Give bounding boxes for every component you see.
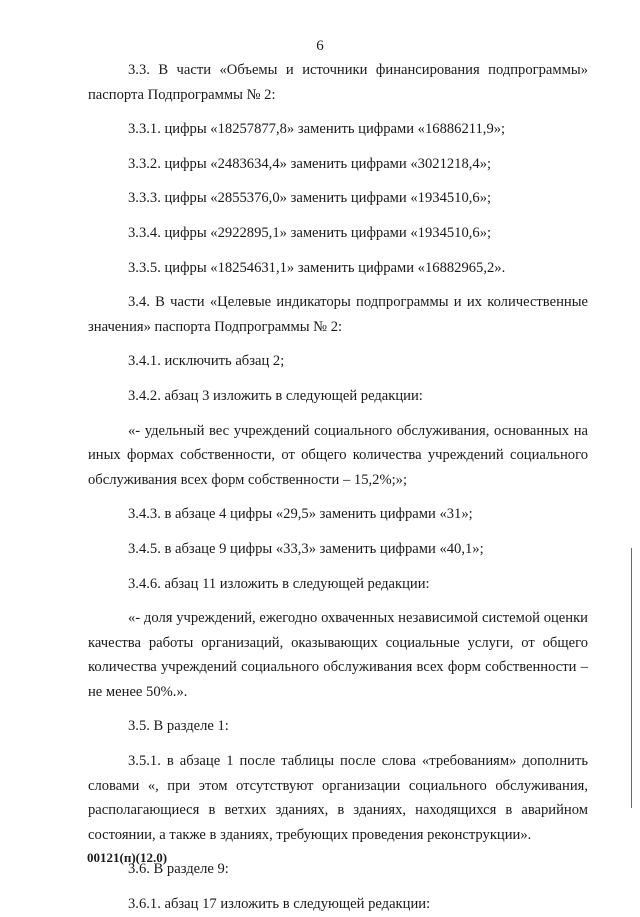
- document-code: 00121(п)(12.0): [87, 850, 168, 865]
- paragraph-3-3-4: 3.3.4. цифры «2922895,1» заменить цифрами «1934510,6»;: [128, 224, 492, 241]
- paragraph-3-4-6: 3.4.6. абзац 11 изложить в следующей редакции:: [128, 575, 430, 592]
- paragraph-3-3-2: 3.3.2. цифры «2483634,4» заменить цифрами «3021218,4»;: [128, 155, 492, 172]
- paragraph-3-3: 3.3. В части «Объемы и источники финансирования подпрограммы» паспорта Подпрограммы № 2:: [88, 62, 588, 103]
- paragraph-3-4: 3.4. В части «Целевые индикаторы подпрограммы и их количественные значения» паспорта Подпрограммы № 2:: [88, 294, 588, 335]
- paragraph-3-5: 3.5. В разделе 1:: [128, 718, 229, 735]
- quote-3-4-6: «- доля учреждений, ежегодно охваченных независимой системой оценки качества работы организаций, оказывающих социальные услуги, от общего количества учреждений социального обслуживания всех форм собственности – не менее 50%.».: [88, 610, 588, 700]
- paragraph-3-4-5: 3.4.5. в абзаце 9 цифры «33,3» заменить цифрами «40,1»;: [128, 540, 484, 557]
- page-number: 6: [316, 38, 324, 54]
- paragraph-3-4-2: 3.4.2. абзац 3 изложить в следующей редакции:: [128, 387, 423, 404]
- quote-3-4-2: «- удельный вес учреждений социального обслуживания, основанных на иных формах собственности, от общего количества учреждений социального обслуживания всех форм собственности – 15,2%;»;: [88, 422, 588, 488]
- paragraph-3-3-3: 3.3.3. цифры «2855376,0» заменить цифрами «1934510,6»;: [128, 190, 492, 207]
- paragraph-3-6: 3.6. В разделе 9:: [128, 861, 229, 878]
- paragraph-3-6-1: 3.6.1. абзац 17 изложить в следующей редакции:: [128, 896, 431, 913]
- paragraph-3-4-3: 3.4.3. в абзаце 4 цифры «29,5» заменить цифрами «31»;: [128, 506, 473, 523]
- scan-edge-line: [631, 548, 632, 808]
- paragraph-3-3-1: 3.3.1. цифры «18257877,8» заменить цифрами «16886211,9»;: [128, 121, 506, 138]
- paragraph-3-3-5: 3.3.5. цифры «18254631,1» заменить цифрами «16882965,2».: [128, 259, 506, 276]
- paragraph-3-4-1: 3.4.1. исключить абзац 2;: [128, 353, 285, 370]
- document-body: [88, 58, 588, 917]
- paragraph-3-5-1: 3.5.1. в абзаце 1 после таблицы после слова «требованиям» дополнить словами «, при этом отсутствуют организации социального обслуживания, располагающиеся в ветхих зданиях, в зданиях, находящихся в аварийном состоянии, а также в зданиях, требующих проведения реконструкции».: [88, 753, 588, 843]
